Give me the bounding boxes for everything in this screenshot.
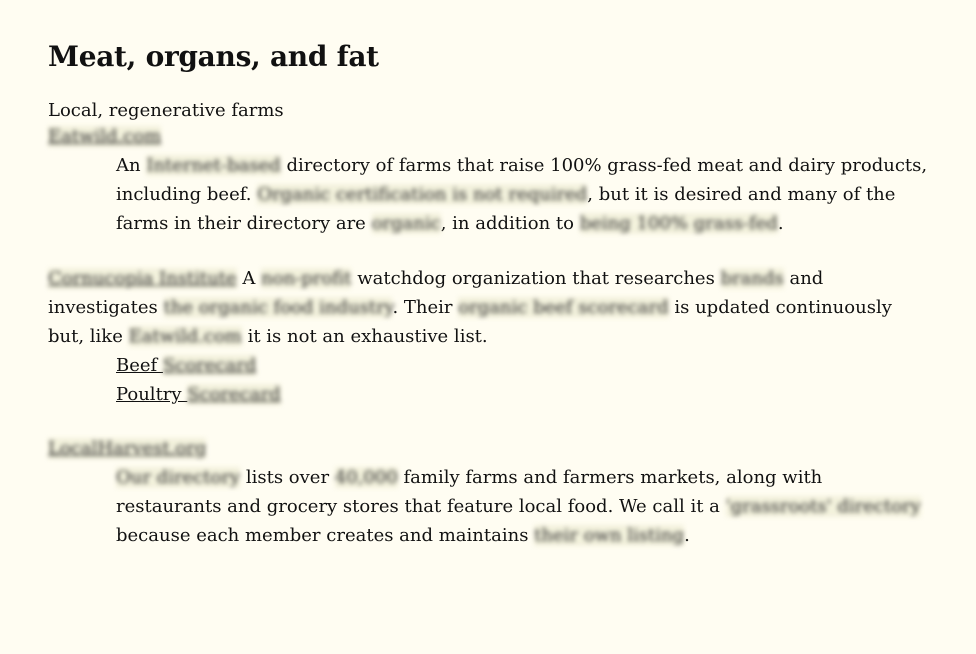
blurred-text: Eatwild.com (128, 326, 242, 347)
beef-scorecard-link[interactable] (116, 351, 928, 380)
text-segment: , in addition to (440, 213, 580, 234)
text-segment: watchdog organization that researches (351, 268, 721, 289)
text-segment: lists over (240, 467, 335, 488)
blurred-text: organic (371, 213, 441, 234)
blurred-text: the organic food industry (163, 297, 393, 318)
blurred-text[interactable]: Scorecard (187, 384, 281, 405)
text-segment: and investigates (48, 268, 824, 318)
text-segment: An (116, 155, 147, 176)
eatwild-description (116, 151, 928, 238)
blurred-text: brands (720, 268, 784, 289)
blurred-text: their own listing (534, 525, 685, 546)
text-segment: because each member creates and maintains (116, 525, 535, 546)
blurred-text: organic beef scorecard (458, 297, 669, 318)
blurred-text[interactable]: Scorecard (162, 355, 257, 376)
localharvest-link[interactable] (48, 439, 206, 459)
page-title: Meat, organs, and fat (48, 40, 379, 73)
text-segment: directory of farms that raise 100% grass-fed meat and dairy products, including beef. (116, 155, 928, 205)
blurred-text: non-profit (261, 268, 352, 289)
text-segment: it is not an exhaustive list. (241, 326, 488, 347)
text-segment: . (777, 213, 784, 234)
blurred-text: being 100% grass-fed (579, 213, 778, 234)
text-segment: is updated continuously but, like (48, 297, 892, 347)
localharvest-link-text[interactable]: LocalHarvest.org (48, 438, 207, 459)
page-content (48, 40, 928, 550)
text-segment: , but it is desired and many of the farms in their directory are (116, 184, 896, 234)
blurred-text: 'grassroots' directory (725, 496, 921, 517)
text-segment: . (684, 525, 690, 546)
blurred-text: Organic certification is not required (257, 184, 588, 205)
poultry-scorecard-link[interactable] (116, 380, 928, 409)
beef-link-label[interactable]: Beef (116, 355, 163, 376)
poultry-link-label[interactable]: Poultry (116, 384, 188, 405)
text-segment: . Their (392, 297, 459, 318)
blurred-text: 40,000 (334, 467, 398, 488)
localharvest-description (116, 463, 928, 550)
blurred-text: Internet-based (146, 155, 281, 176)
text-segment: family farms and farmers markets, along with restaurants and grocery stores that feature local food. We call it a (116, 467, 823, 517)
text-segment: A (236, 268, 262, 289)
blurred-text: Our directory (116, 467, 241, 488)
eatwild-link-text[interactable]: Eatwild.com (48, 126, 162, 147)
eatwild-link[interactable] (48, 127, 161, 147)
cornucopia-paragraph (48, 264, 908, 351)
cornucopia-link[interactable]: Cornucopia Institute (48, 268, 237, 289)
scorecard-links (116, 351, 928, 409)
section-subtitle: Local, regenerative farms (48, 100, 284, 121)
